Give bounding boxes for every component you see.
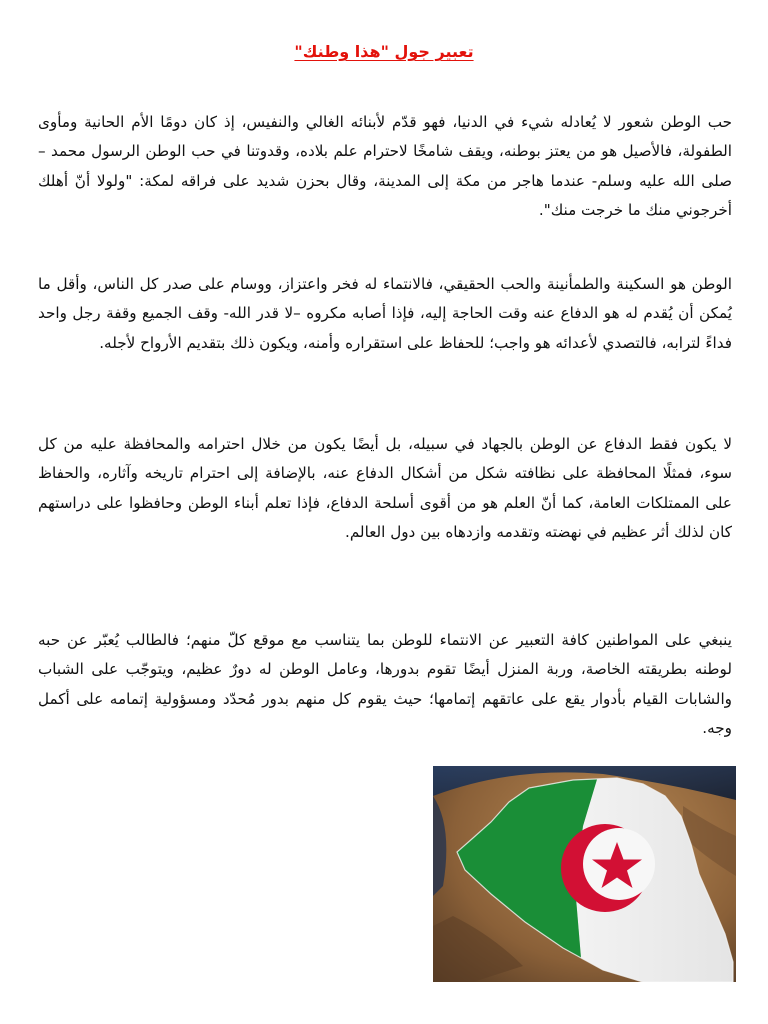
paragraph-4: ينبغي على المواطنين كافة التعبير عن الانتماء للوطن بما يتناسب مع موقع كلّ منهم؛ فالطالب يُعبّر عن حبه لوطنه بطريقته الخاصة، وربة المنزل أيضًا تقوم بدورها، وعامل الوطن له دورٌ عظيم، ويتوجّب على الشباب والشابات القيام بأدوار يقع على عاتقهم إتمامها؛ حيث يقوم كل منهم بدور مُحدّد ومسؤولية إتمامه على أكمل وجه. xyxy=(38,631,732,738)
document-title: تعبير جول "هذا وطنك" xyxy=(294,42,474,61)
paragraph-1: حب الوطن شعور لا يُعادله شيء في الدنيا، فهو قدّم لأبنائه الغالي والنفيس، إذ كان دومًا الأم الحانية ومأوى الطفولة، فالأصيل هو من يعتز بوطنه، ويقف شامخًا لاحترام علم بلاده، وقدوتنا في حب الوطن الرسول محمد –صلى الله عليه وسلم- عندما هاجر من مكة إلى المدينة، وقال بحزن شديد على فراقه لمكة: "ولولا أنّ أهلك أخرجوني منك ما خرجت منك". xyxy=(38,113,732,220)
paragraph-3: لا يكون فقط الدفاع عن الوطن بالجهاد في سبيله، بل أيضًا يكون من خلال احترامه والمحافظة عليه من كل سوء، فمثلًا المحافظة على نظافته شكل من أشكال الدفاع عنه، بالإضافة إلى احترام تاريخه وآثاره، والحفاظ على الممتلكات العامة، كما أنّ العلم هو من أقوى أسلحة الدفاع، فإذا تعلم أبناء الوطن وحافظوا على دراستهم كان لذلك أثر عظيم في نهضته وتقدمه وازدهاه بين دول العالم. xyxy=(38,435,732,542)
paragraph-2: الوطن هو السكينة والطمأنينة والحب الحقيقي، فالانتماء له فخر واعتزاز، ووسام على صدر كل الناس، وأقل ما يُمكن أن يُقدم له هو الدفاع عنه وقت الحاجة إليه، فإذا أصابه مكروه –لا قدر الله- وقف الجميع وقفة رجل واحد فداءً لترابه، فالتصدي لأعدائه هو واجب؛ للحفاظ على استقراره وأمنه، ويكون ذلك بتقديم الأرواح لأجله. xyxy=(38,275,732,352)
algeria-flag-map-image xyxy=(433,766,736,982)
